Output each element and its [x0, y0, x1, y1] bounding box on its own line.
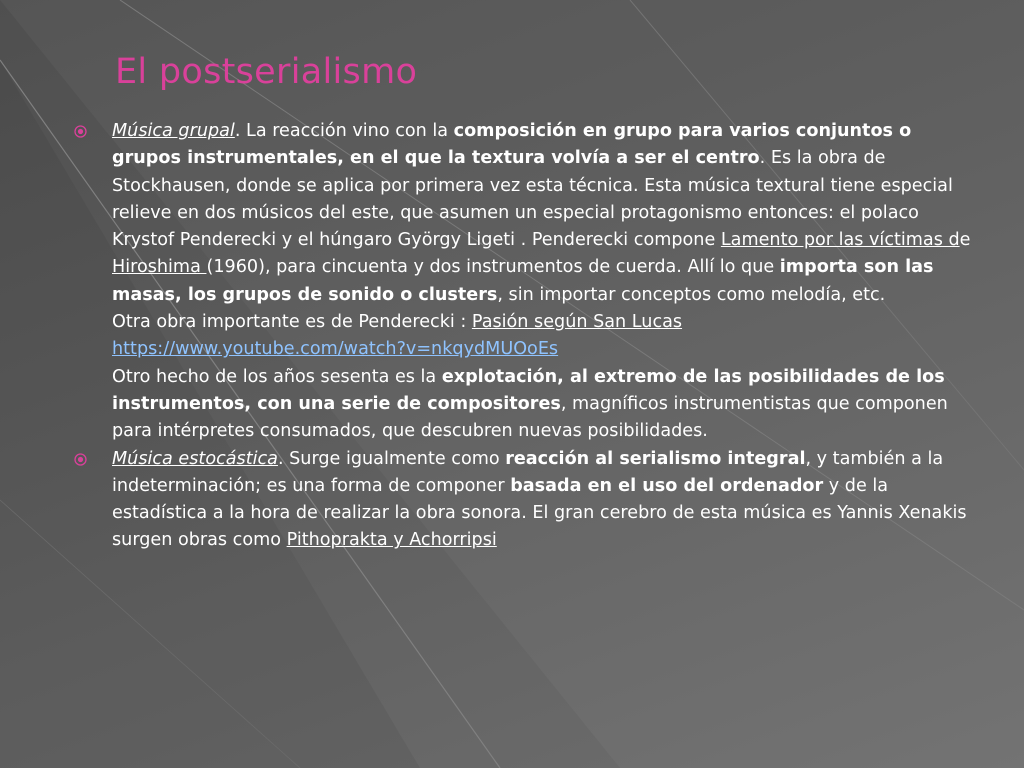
- body-text: , y también a la indeterminación; es una forma de componer: [112, 448, 944, 496]
- musica-estocastica-heading: Música estocástica: [112, 448, 278, 469]
- work-title-pithoprakta: Pithoprakta y Achorripsi: [286, 530, 497, 551]
- work-title-hiroshima: Hiroshima: [112, 257, 207, 278]
- body-text: Otra obra importante es de Penderecki :: [112, 312, 472, 333]
- bullet-item-musica-estocastica: [74, 446, 974, 555]
- body-text: . Surge igualmente como: [277, 448, 506, 469]
- bold-text: reacción al serialismo integral: [505, 448, 806, 469]
- slide-content: [74, 118, 974, 555]
- body-text: , magníficos instrumentistas que componen para intérpretes consumados, que descubren nuevas posibilidades.: [112, 393, 948, 442]
- musica-grupal-heading: Música grupal: [112, 121, 235, 141]
- body-text: . Es la obra de Stockhausen, donde se aplica por primera vez esta técnica. Esta música textural tiene especial relieve en dos músicos del este, que asumen un especial protagonismo entonces: el polaco Krystof Penderecki y el húngaro György Ligeti . Penderecki compone: [112, 148, 953, 251]
- bold-text: composición en grupo para varios conjuntos o grupos instrumentales, en el que la textura volvía a ser el centro: [112, 121, 912, 169]
- body-text: Otro hecho de los años sesenta es la: [112, 366, 442, 387]
- work-title-pasion: Pasión según San Lucas: [471, 312, 683, 333]
- body-text: . La reacción vino con la: [234, 121, 454, 141]
- paragraph-pasion: [74, 309, 974, 364]
- circle-dot-icon: [74, 453, 87, 466]
- work-title-lamento: Lamento por las víctimas d: [720, 230, 960, 251]
- body-text: , sin importar conceptos como melodía, etc.: [497, 284, 886, 305]
- body-text: y de la estadística a la hora de realizar la obra sonora. El gran cerebro de esta música es Yannis Xenakis surgen obras como: [112, 475, 967, 551]
- bold-text: explotación, al extremo de las posibilidades de los instrumentos, con una serie de compositores: [112, 366, 945, 414]
- bold-text: importa son las masas, los grupos de sonido o clusters: [112, 257, 934, 305]
- youtube-link[interactable]: https://www.youtube.com/watch?v=nkqydMUOoEs: [112, 339, 559, 360]
- bullet-item-musica-grupal: [74, 118, 974, 309]
- body-text: (1960), para cincuenta y dos instrumentos de cuerda. Allí lo que: [206, 257, 780, 278]
- body-text: e: [959, 230, 971, 251]
- bold-text: basada en el uso del ordenador: [510, 475, 824, 496]
- paragraph-anos-sesenta: [74, 364, 974, 446]
- circle-dot-icon: [74, 125, 87, 138]
- slide-title: El postserialismo: [115, 52, 418, 92]
